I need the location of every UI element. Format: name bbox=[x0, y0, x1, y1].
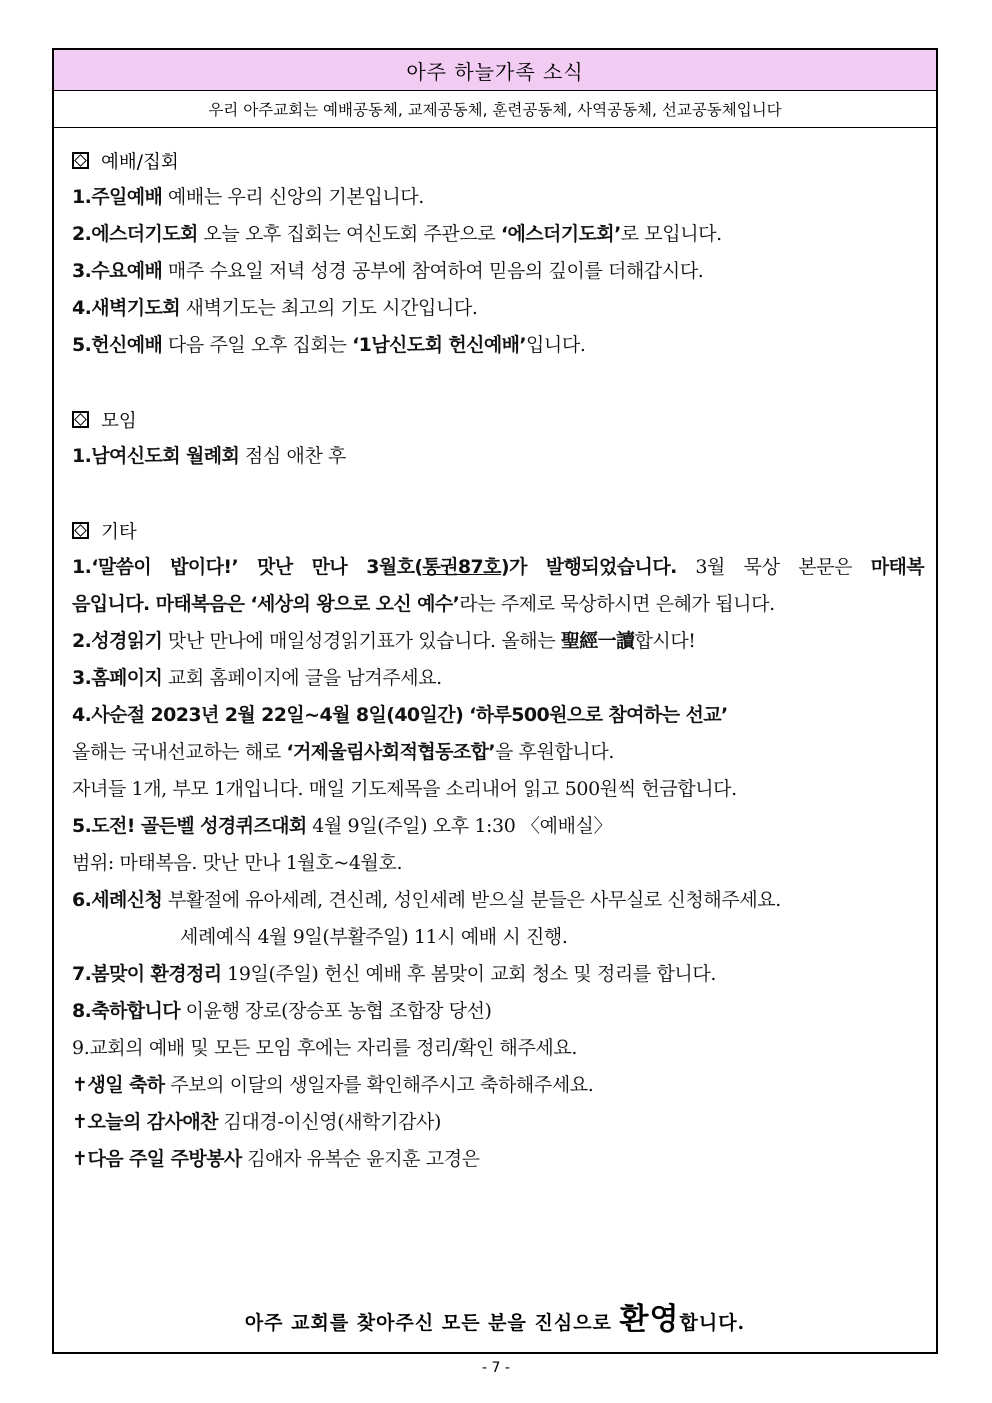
worship-item-5 bbox=[72, 327, 924, 364]
section-etc-title: 기타 bbox=[101, 521, 137, 543]
etc-item-7 bbox=[72, 956, 924, 993]
item-text: 을 후원합니다. bbox=[494, 741, 614, 763]
etc-item-6 bbox=[72, 882, 924, 919]
item-text: 새벽기도는 최고의 기도 시간입니다. bbox=[180, 297, 478, 319]
item-text: 올해는 국내선교하는 해로 bbox=[72, 741, 287, 763]
item-highlight: 마태복 bbox=[870, 556, 924, 578]
item-label: 4.사순절 2023년 2월 22일~4월 8일(40일간) ‘하루500원으로 참여하는 선교’ bbox=[72, 704, 728, 726]
spacer bbox=[72, 364, 924, 401]
item-highlight: 음입니다. 마태복음은 ‘세상의 왕으로 오신 예수’ bbox=[72, 593, 460, 615]
welcome-text: 아주 교회를 찾아주신 모든 분을 진심으로 bbox=[244, 1312, 620, 1334]
thanksgiving-note bbox=[72, 1104, 924, 1141]
item-label: 오늘의 감사애찬 bbox=[87, 1111, 218, 1133]
item-label: 3.홈페이지 bbox=[72, 667, 163, 689]
item-label: 6.세례신청 bbox=[72, 889, 163, 911]
item-label: 1.주일예배 bbox=[72, 186, 163, 208]
item-text: 라는 주제로 묵상하시면 은혜가 됩니다. bbox=[459, 593, 775, 615]
kitchen-service-note bbox=[72, 1141, 924, 1178]
diamond-box-icon bbox=[72, 411, 89, 428]
item-text: 이윤행 장로(장승포 농협 조합장 당선) bbox=[180, 1000, 492, 1022]
etc-item-4c: 자녀들 1개, 부모 1개입니다. 매일 기도제목을 소리내어 읽고 500원씩 헌금합니다. bbox=[72, 778, 737, 800]
content bbox=[54, 128, 936, 1178]
item-text: 교회 홈페이지에 글을 남겨주세요. bbox=[162, 667, 442, 689]
item-label: 다음 주일 주방봉사 bbox=[87, 1148, 242, 1170]
worship-item-3 bbox=[72, 253, 924, 290]
issue-number: 통권87호 bbox=[422, 556, 501, 578]
item-highlight: ‘거제울림사회적협동조합’ bbox=[286, 741, 495, 763]
item-label: 4.새벽기도회 bbox=[72, 297, 181, 319]
item-text: 점심 애찬 후 bbox=[239, 445, 346, 467]
item-label: 2.에스더기도회 bbox=[72, 223, 198, 245]
item-text: 김대경-이신영(새학기감사) bbox=[217, 1111, 442, 1133]
page-number: - 7 - bbox=[482, 1360, 510, 1376]
page-title: 아주 하늘가족 소식 bbox=[54, 50, 936, 91]
etc-item-1b bbox=[72, 586, 924, 623]
etc-item-4b bbox=[72, 734, 924, 771]
item-text: 4월 9일(주일) 오후 1:30 〈예배실〉 bbox=[306, 815, 613, 837]
section-meeting-heading bbox=[72, 401, 924, 438]
section-worship-title: 예배/집회 bbox=[101, 151, 179, 173]
item-text: 로 모입니다. bbox=[620, 223, 722, 245]
item-text: 오늘 오후 집회는 여신도회 주관으로 bbox=[197, 223, 501, 245]
etc-item-5 bbox=[72, 808, 924, 845]
item-text: 예배는 우리 신앙의 기본입니다. bbox=[162, 186, 424, 208]
cross-icon: ✝ bbox=[72, 1148, 88, 1170]
bulletin-frame bbox=[52, 48, 938, 1354]
welcome-text: 합니다. bbox=[679, 1312, 746, 1334]
item-label: 5.헌신예배 bbox=[72, 334, 163, 356]
item-label: )가 발행되었습니다. bbox=[500, 556, 677, 578]
welcome-emphasis: 환영 bbox=[619, 1302, 680, 1337]
etc-item-3 bbox=[72, 660, 924, 697]
worship-item-1 bbox=[72, 179, 924, 216]
meeting-item-1 bbox=[72, 438, 924, 475]
spacer bbox=[72, 475, 924, 512]
diamond-box-icon bbox=[72, 152, 89, 169]
etc-item-8 bbox=[72, 993, 924, 1030]
etc-item-4 bbox=[72, 697, 924, 734]
diamond-box-icon bbox=[72, 522, 89, 539]
item-label: 1.‘말씀이 밥이다!’ 맛난 만나 3월호( bbox=[72, 556, 423, 578]
worship-item-2 bbox=[72, 216, 924, 253]
etc-item-2 bbox=[72, 623, 924, 660]
item-label: 1.남여신도회 월례회 bbox=[72, 445, 240, 467]
birthday-note bbox=[72, 1067, 924, 1104]
item-text: 부활절에 유아세례, 견신례, 성인세례 받으실 분들은 사무실로 신청해주세요. bbox=[162, 889, 781, 911]
item-label: 5.도전! 골든벨 성경퀴즈대회 bbox=[72, 815, 307, 837]
section-etc-heading bbox=[72, 512, 924, 549]
cross-icon: ✝ bbox=[72, 1111, 88, 1133]
section-worship-heading bbox=[72, 142, 924, 179]
etc-item-6b: 세례예식 4월 9일(부활주일) 11시 예배 시 진행. bbox=[180, 926, 568, 948]
item-text: 매주 수요일 저녁 성경 공부에 참여하여 믿음의 깊이를 더해갑시다. bbox=[162, 260, 704, 282]
item-text: 김애자 유복순 윤지훈 고경은 bbox=[241, 1148, 480, 1170]
item-label: 7.봄맞이 환경정리 bbox=[72, 963, 222, 985]
item-highlight: 聖經一讀 bbox=[560, 630, 635, 652]
item-label: 8.축하합니다 bbox=[72, 1000, 181, 1022]
etc-item-9: 9.교회의 예배 및 모든 모임 후에는 자리를 정리/확인 해주세요. bbox=[72, 1037, 577, 1059]
item-label: 생일 축하 bbox=[87, 1074, 165, 1096]
item-text: 입니다. bbox=[525, 334, 586, 356]
item-highlight: ‘에스더기도회’ bbox=[500, 223, 621, 245]
item-text: 19일(주일) 헌신 예배 후 봄맞이 교회 청소 및 정리를 합니다. bbox=[221, 963, 716, 985]
cross-icon: ✝ bbox=[72, 1074, 88, 1096]
worship-item-4 bbox=[72, 290, 924, 327]
item-highlight: ‘1남신도회 헌신예배’ bbox=[352, 334, 526, 356]
item-label: 3.수요예배 bbox=[72, 260, 163, 282]
item-text: 다음 주일 오후 집회는 bbox=[162, 334, 353, 356]
item-text: 맛난 만나에 매일성경읽기표가 있습니다. 올해는 bbox=[162, 630, 561, 652]
item-text: 주보의 이달의 생일자를 확인해주시고 축하해주세요. bbox=[164, 1074, 594, 1096]
church-motto: 우리 아주교회는 예배공동체, 교제공동체, 훈련공동체, 사역공동체, 선교공동체입니다 bbox=[54, 91, 936, 128]
section-meeting-title: 모임 bbox=[101, 410, 137, 432]
item-text: 합시다! bbox=[634, 630, 696, 652]
etc-item-5b: 범위: 마태복음. 맛난 만나 1월호~4월호. bbox=[72, 852, 403, 874]
welcome-message bbox=[54, 1294, 936, 1338]
etc-item-1a bbox=[72, 549, 924, 586]
item-text: 3월 묵상 본문은 bbox=[676, 556, 871, 578]
item-label: 2.성경읽기 bbox=[72, 630, 163, 652]
